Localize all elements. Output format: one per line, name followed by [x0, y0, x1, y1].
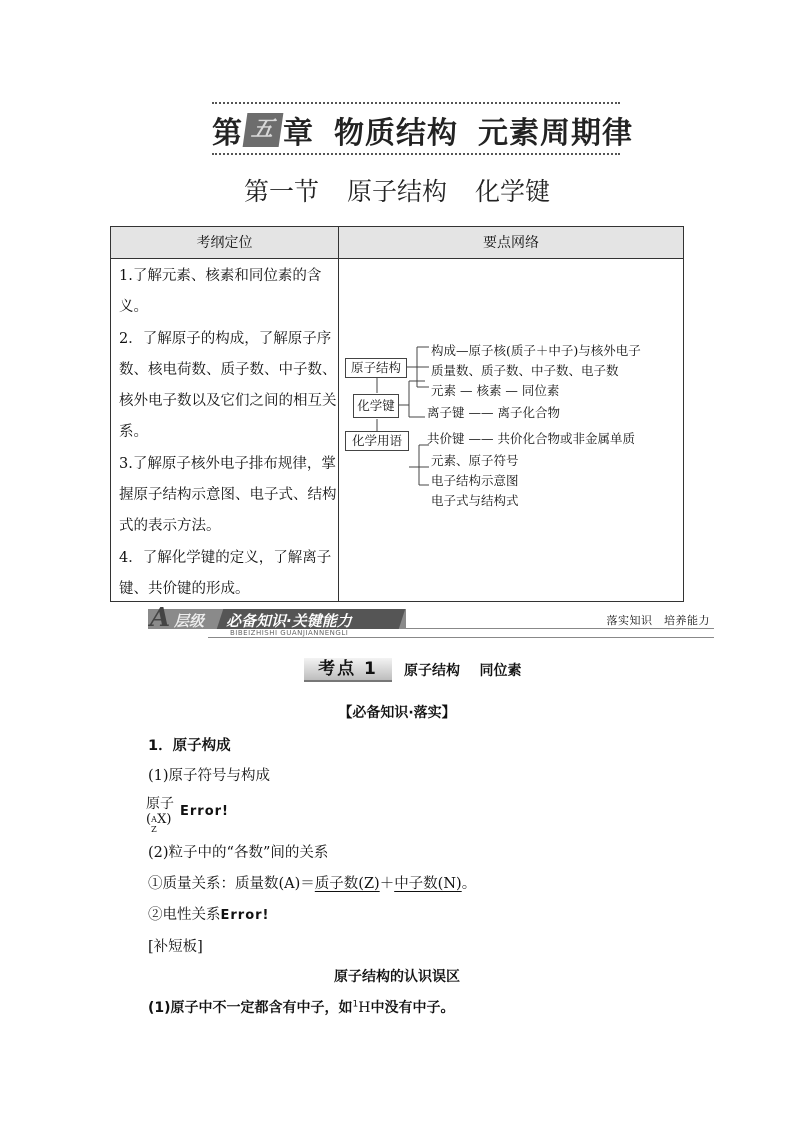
chapter-title-1: 物质结构	[334, 116, 458, 151]
charge-relation-prefix: ②电性关系	[148, 907, 221, 923]
misconception-1-element: H	[358, 1000, 371, 1016]
structure-item-isotopes: 元素 — 核素 — 同位素	[431, 383, 560, 398]
misconception-1-suffix: 中没有中子。	[370, 1000, 455, 1016]
mass-relation-neutron: 中子数(N)	[394, 876, 462, 892]
atom-proton-number: Z	[151, 825, 157, 834]
node-chemical-terms: 化学用语	[345, 431, 409, 451]
terms-item-formula: 电子式与结构式	[431, 493, 519, 508]
chapter-suffix: 章	[283, 116, 314, 151]
banner-level: 层级	[174, 612, 205, 630]
chapter-prefix: 第	[212, 116, 243, 151]
level-banner	[148, 603, 714, 639]
node-atomic-structure: 原子结构	[345, 358, 407, 378]
misconception-title: 原子结构的认识误区	[334, 969, 460, 985]
item-atomic-composition: 1．原子构成	[148, 738, 231, 754]
mindmap-connectors	[339, 259, 683, 601]
table-header-objectives: 考纲定位	[111, 227, 338, 259]
error-placeholder-1: Error!	[180, 804, 229, 819]
kaodian-title-2: 同位素	[479, 663, 522, 679]
chapter-top-dotted-rule	[212, 102, 620, 104]
banner-topline	[406, 628, 714, 629]
table-header-network: 要点网络	[339, 227, 683, 259]
section-number: 第一节	[243, 177, 319, 206]
charge-relation	[148, 903, 269, 924]
supplement-label: [补短板]	[148, 939, 203, 955]
section-topic-1: 原子结构	[346, 177, 447, 206]
banner-title: 必备知识·关键能力	[226, 612, 352, 630]
kaodian-label: 考点 1	[304, 658, 392, 682]
mass-relation-plus: ＋	[379, 876, 395, 892]
kaodian-title-1: 原子结构	[404, 663, 460, 679]
mass-relation-prefix: ①质量关系：质量数(A)＝	[148, 876, 315, 892]
objective-3: 3.了解原子核外电子排布规律，掌握原子结构示意图、电子式、结构式的表示方法。	[119, 455, 337, 535]
node-chemical-bond: 化学键	[353, 394, 399, 418]
kaodian-heading	[304, 658, 522, 682]
banner-letter: A	[150, 603, 171, 633]
structure-item-numbers: 质量数、质子数、中子数、电子数	[431, 363, 619, 378]
section-title	[0, 172, 794, 208]
banner-underline	[208, 637, 714, 638]
atom-element-symbol: X	[157, 812, 167, 827]
mass-relation-end: 。	[461, 876, 477, 892]
objective-4: 4．了解化学键的定义，了解离子键、共价键的形成。	[119, 549, 332, 597]
key-points-mindmap	[339, 259, 683, 601]
banner-slogan: 落实知识 培养能力	[606, 614, 710, 627]
chapter-title-2: 元素周期律	[478, 116, 633, 151]
objective-1: 1.了解元素、核素和同位素的含义。	[119, 268, 322, 316]
chapter-bottom-dotted-rule	[212, 153, 620, 155]
item-particle-relations: (2)粒子中的“各数”间的关系	[148, 845, 329, 861]
syllabus-table	[110, 226, 684, 602]
atom-label: 原子	[146, 796, 174, 812]
error-placeholder-2: Error!	[220, 908, 270, 923]
bond-item-ionic: 离子键 —— 离子化合物	[427, 405, 560, 420]
objective-2: 2．了解原子的构成，了解原子序数、核电荷数、质子数、中子数、核外电子数以及它们之间的相互关系。	[119, 330, 337, 441]
chapter-title	[212, 108, 633, 152]
banner-pinyin: BIBEIZHISHI GUANJIANNENGLI	[230, 629, 349, 637]
kaodian-title	[404, 660, 522, 680]
misconception-1	[148, 997, 455, 1017]
atom-mass-number: A	[151, 815, 157, 824]
subheading-knowledge: 【必备知识·落实】	[338, 705, 456, 721]
mass-relation	[148, 872, 476, 893]
misconception-1-prefix: (1)原子中不一定都含有中子，如	[148, 1000, 353, 1016]
mass-relation-proton: 质子数(Z)	[314, 876, 380, 892]
item-atom-symbol: (1)原子符号与构成	[148, 768, 271, 784]
objectives-list	[119, 261, 337, 605]
structure-item-composition: 构成—原子核(质子＋中子)与核外电子	[431, 343, 641, 358]
terms-item-diagram: 电子结构示意图	[431, 473, 519, 488]
bond-item-covalent: 共价键 —— 共价化合物或非金属单质	[427, 431, 635, 446]
chapter-number-badge: 五	[243, 113, 284, 147]
section-topic-2: 化学键	[475, 177, 551, 206]
atom-symbol: ( A Z X)	[146, 812, 172, 834]
terms-item-symbols: 元素、原子符号	[431, 453, 519, 468]
misconception-1-sup: 1	[352, 999, 359, 1010]
